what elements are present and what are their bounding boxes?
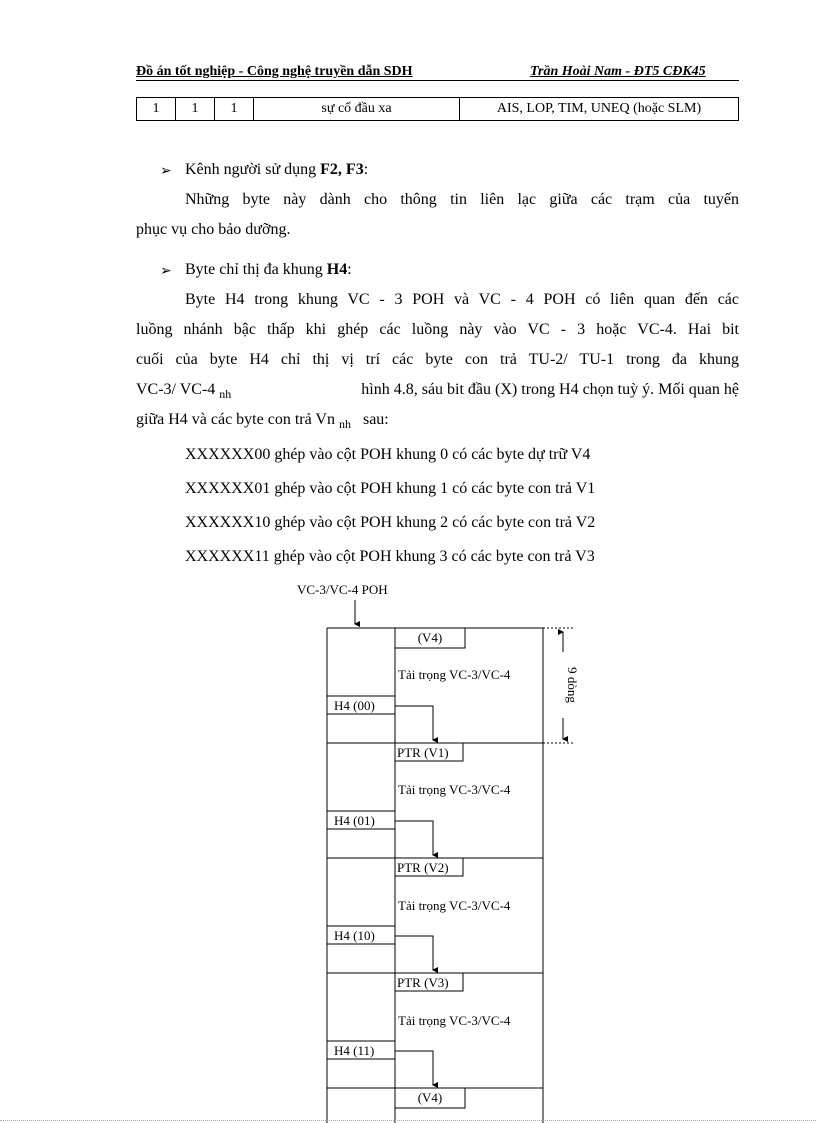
poh-label: VC-3/VC-4 POH [297, 582, 388, 597]
section-title-colon: : [363, 161, 369, 178]
paragraph-text: sau: [362, 411, 389, 428]
header-title: Đồ án tốt nghiệp - Công nghệ truyền dẫn SDH [136, 64, 413, 79]
section-title-text: Byte chỉ thị đa khung [185, 261, 327, 278]
code-line: XXXXXX01 ghép vào cột POH khung 1 có các byte con trả V1 [185, 480, 596, 497]
section-title-text: Kênh người sử dụng [185, 161, 321, 178]
code-line: XXXXXX10 ghép vào cột POH khung 2 có các byte con trả V2 [185, 514, 596, 531]
frame-top-label: PTR (V2) [397, 860, 449, 875]
payload-label: Tải trọng VC-3/VC-4 [398, 898, 511, 913]
rows-label: 9 dòng [565, 667, 580, 703]
paragraph-fragment: hình 4.8, sáu bit đầu (X) trong H4 chọn tuỳ ý. Mối quan hệ [361, 381, 739, 398]
h4-label: H4 (10) [334, 928, 375, 943]
paragraph-text: VC-3/ VC-4 [136, 381, 216, 398]
table-cell-bit2: 1 [176, 98, 215, 121]
paragraph-line: luồng nhánh bậc thấp khi ghép các luồng này vào VC - 3 hoặc VC-4. Hai bit [136, 321, 739, 338]
table-cell-meaning: sự cố đầu xa [254, 98, 460, 121]
code-line: XXXXXX11 ghép vào cột POH khung 3 có các byte con trả V3 [185, 548, 595, 565]
frame-top-label: PTR (V3) [397, 975, 449, 990]
payload-label: Tải trọng VC-3/VC-4 [398, 1013, 511, 1028]
section-title-bold: H4 [326, 261, 348, 278]
section-title-bold: F2, F3 [320, 161, 364, 178]
table-cell-bit3: 1 [215, 98, 254, 121]
table-cell-bit1: 1 [137, 98, 176, 121]
paragraph-line: phục vụ cho bảo dưỡng. [136, 221, 291, 238]
frame-top-label: (V4) [417, 630, 443, 645]
table-cell-alarms: AIS, LOP, TIM, UNEQ (hoặc SLM) [460, 98, 739, 121]
pointer-arrow [395, 821, 433, 855]
payload-label: Tải trọng VC-3/VC-4 [398, 782, 511, 797]
h4-label: H4 (01) [334, 813, 375, 828]
frame-top-label: PTR (V1) [397, 745, 449, 760]
pointer-arrow [395, 936, 433, 970]
bullet-arrow-icon: ➢ [160, 164, 172, 179]
page-bottom-border [0, 1120, 816, 1121]
paragraph-text: giữa H4 và các byte con trả Vn [136, 411, 335, 428]
pointer-arrow [395, 706, 433, 740]
frame-top-label: (V4) [417, 1090, 443, 1105]
code-line: XXXXXX00 ghép vào cột POH khung 0 có các byte dự trữ V4 [185, 446, 591, 463]
pointer-arrow [395, 1051, 433, 1085]
payload-label: Tải trọng VC-3/VC-4 [398, 667, 511, 682]
h4-label: H4 (00) [334, 698, 375, 713]
paragraph-line: Byte H4 trong khung VC - 3 POH và VC - 4 POH có liên quan đến các [185, 291, 739, 308]
header-author: Trần Hoài Nam - ĐT5 CĐK45 [530, 64, 706, 79]
bullet-arrow-icon: ➢ [160, 264, 172, 279]
paragraph-line: Những byte này dành cho thông tin liên lạc giữa các trạm của tuyến [185, 191, 739, 208]
subscript-text: nh [338, 417, 351, 431]
h4-label: H4 (11) [334, 1043, 375, 1058]
paragraph-line: cuối của byte H4 chỉ thị vị trí các byte con trả TU-2/ TU-1 trong đa khung [136, 351, 739, 368]
subscript-text: nh [219, 387, 232, 401]
section-title-colon: : [347, 261, 352, 278]
